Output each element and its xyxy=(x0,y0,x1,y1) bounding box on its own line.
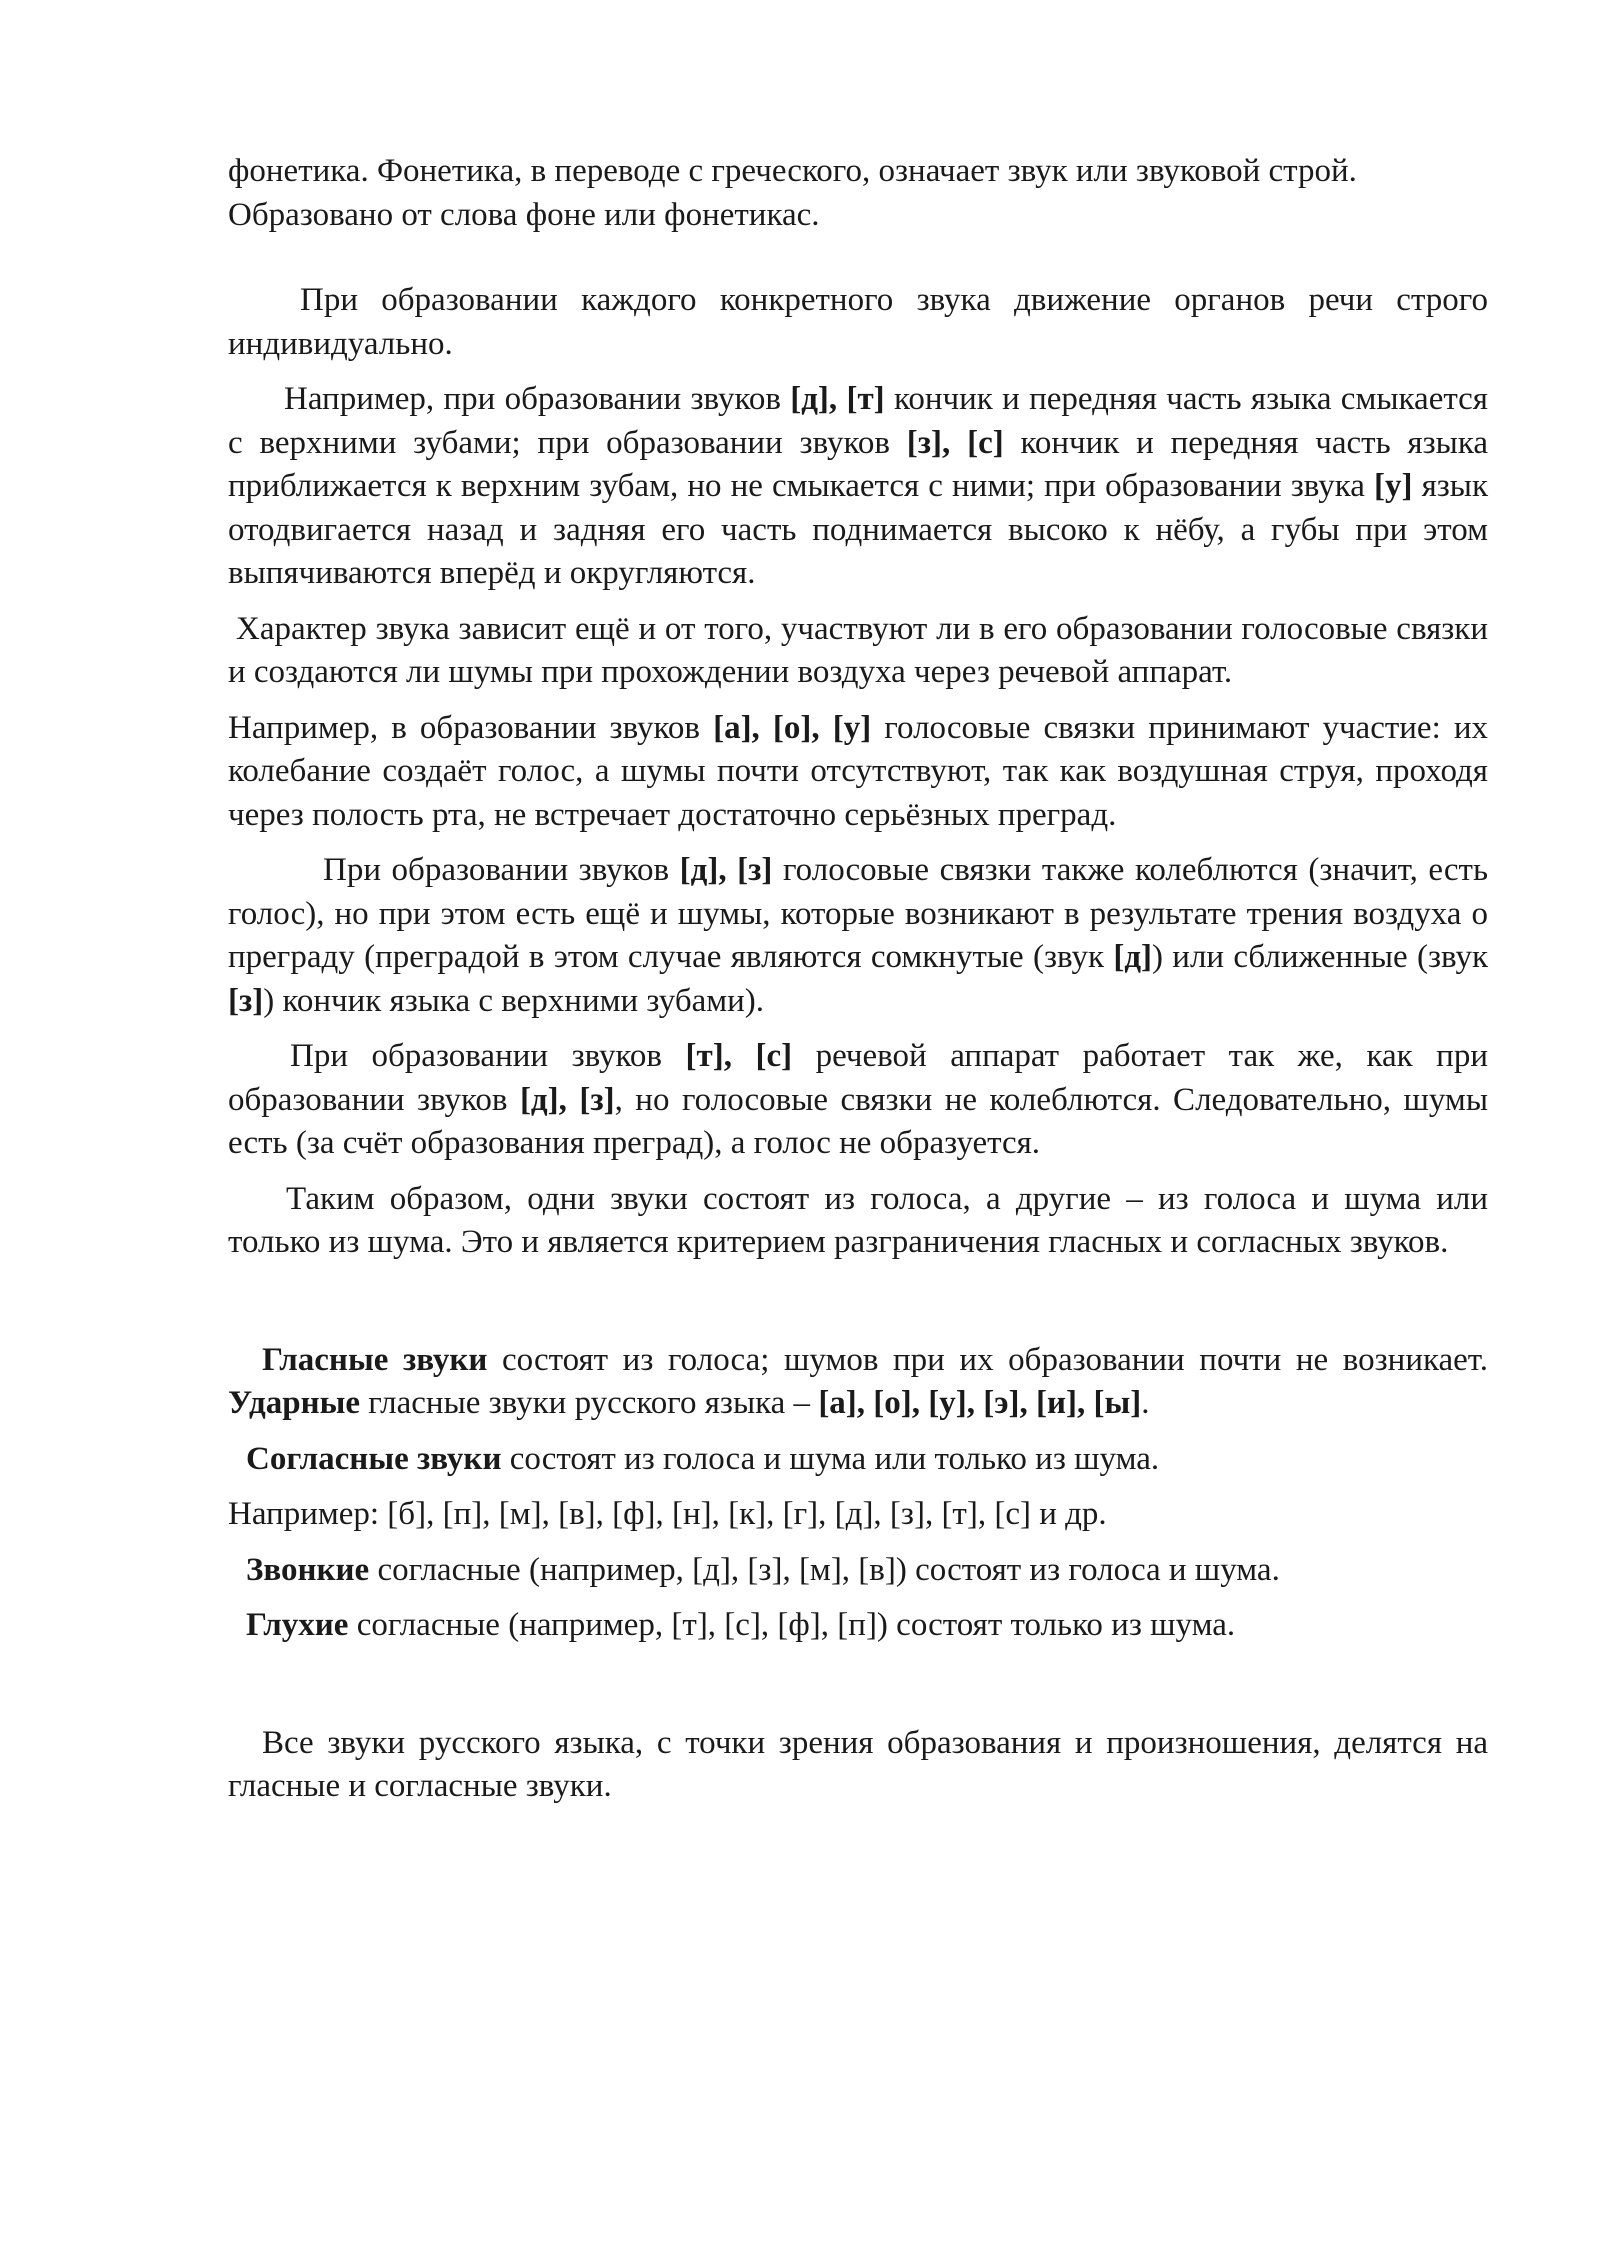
bold-text-run: [з], [с] xyxy=(906,424,1004,461)
text-run: . xyxy=(1141,1385,1150,1421)
text-run: голосовые связки также колеблются (значит, есть голос), но при этом есть ещё и шумы, которые возникают в результате трения воздуха о преграду (преградой в этом случае являются сомкнутые (звук xyxy=(228,852,1488,975)
paragraph-consonants xyxy=(228,1438,1488,1482)
bold-text-run: Гласные звуки xyxy=(262,1341,488,1378)
bold-text-run: [д], [з] xyxy=(519,1081,615,1118)
bold-text-run: [т], [с] xyxy=(685,1038,793,1074)
bold-text-run: [д], [т] xyxy=(790,381,885,417)
text-run: фонетика. Фонетика, в переводе с греческого, означает звук или звуковой строй. Образовано от слова фоне или фонетикас. xyxy=(228,153,1357,233)
paragraph-5 xyxy=(228,707,1488,838)
bold-text-run: [а], [о], [у], [э], [и], [ы] xyxy=(818,1385,1142,1421)
text-run: речевой аппарат работает так же, как при образовании звуков xyxy=(228,1038,1488,1118)
bold-text-run: Глухие xyxy=(246,1607,349,1643)
document-page xyxy=(228,150,1488,1809)
text-run: язык отодвигается назад и задняя его часть поднимается высоко к нёбу, а губы при этом выпячиваются вперёд и округляются. xyxy=(228,468,1489,591)
paragraph-7 xyxy=(228,1035,1488,1166)
text-run: Например, в образовании звуков xyxy=(228,709,714,746)
bold-text-run: [д], [з] xyxy=(679,852,773,888)
text-run: состоят из голоса и шума или только из шума. xyxy=(501,1440,1160,1477)
bold-text-run: [д] xyxy=(1113,939,1152,975)
bold-text-run: [з] xyxy=(228,982,264,1019)
paragraph-6 xyxy=(228,849,1488,1023)
paragraph-consonant-examples xyxy=(228,1493,1488,1537)
bold-text-run: [а], [о], [у] xyxy=(713,709,872,746)
bold-text-run: Звонкие xyxy=(246,1551,370,1588)
paragraph-vowels xyxy=(228,1339,1488,1426)
bold-text-run: [у] xyxy=(1374,468,1413,504)
text-run: ) или сближенные (звук xyxy=(1152,939,1488,975)
paragraph-8 xyxy=(228,1178,1488,1265)
text-run: гласные звуки русского языка – xyxy=(360,1385,819,1421)
paragraph-2 xyxy=(228,279,1488,366)
text-run: При образовании звуков xyxy=(290,1038,686,1074)
paragraph-3 xyxy=(228,378,1488,596)
paragraph-voiced xyxy=(228,1549,1488,1593)
text-run: При образовании звуков xyxy=(323,852,680,888)
text-run: Например, при образовании звуков xyxy=(284,381,791,417)
text-run: Таким образом, одни звуки состоят из голоса, а другие – из голоса и шума или только из шума. Это и является критерием разграничения гласных и согласных звуков. xyxy=(228,1180,1488,1260)
text-run: согласные (например, [т], [с], [ф], [п]) состоят только из шума. xyxy=(348,1607,1236,1643)
text-run: Все звуки русского языка, с точки зрения образования и произношения, делятся на гласные и согласные звуки. xyxy=(228,1724,1488,1804)
bold-text-run: Согласные звуки xyxy=(246,1440,502,1477)
text-run: При образовании каждого конкретного звука движение органов речи строго индивидуально. xyxy=(228,282,1488,362)
text-run: кончик и передняя часть языка смыкается с верхними зубами; при образовании звуков xyxy=(228,381,1488,461)
text-run: согласные (например, [д], [з], [м], [в]) состоят из голоса и шума. xyxy=(369,1551,1280,1588)
paragraph-1 xyxy=(228,150,1488,237)
text-run: кончик и передняя часть языка приближается к верхним зубам, но не смыкается с ними; при образовании звука xyxy=(228,424,1488,504)
text-run: , но голосовые связки не колеблются. Следовательно, шумы есть (за счёт образования преград), а голос не образуется. xyxy=(228,1081,1488,1161)
text-run: Например: [б], [п], [м], [в], [ф], [н], [к], [г], [д], [з], [т], [с] и др. xyxy=(228,1496,1107,1532)
text-run: ) кончик языка с верхними зубами). xyxy=(263,982,765,1019)
paragraph-voiceless xyxy=(228,1604,1488,1648)
paragraph-4 xyxy=(228,608,1488,695)
paragraph-summary xyxy=(228,1722,1488,1809)
text-run: Характер звука зависит ещё и от того, участвуют ли в его образовании голосовые связки и создаются ли шумы при прохождении воздуха через речевой аппарат. xyxy=(228,610,1488,690)
text-run: состоят из голоса; шумов при их образовании почти не возникает. xyxy=(487,1341,1489,1378)
text-run: голосовые связки принимают участие: их колебание создаёт голос, а шумы почти отсутствуют, так как воздушная струя, проходя через полость рта, не встречает достаточно серьёзных преград. xyxy=(228,709,1488,833)
bold-text-run: Ударные xyxy=(228,1385,361,1421)
